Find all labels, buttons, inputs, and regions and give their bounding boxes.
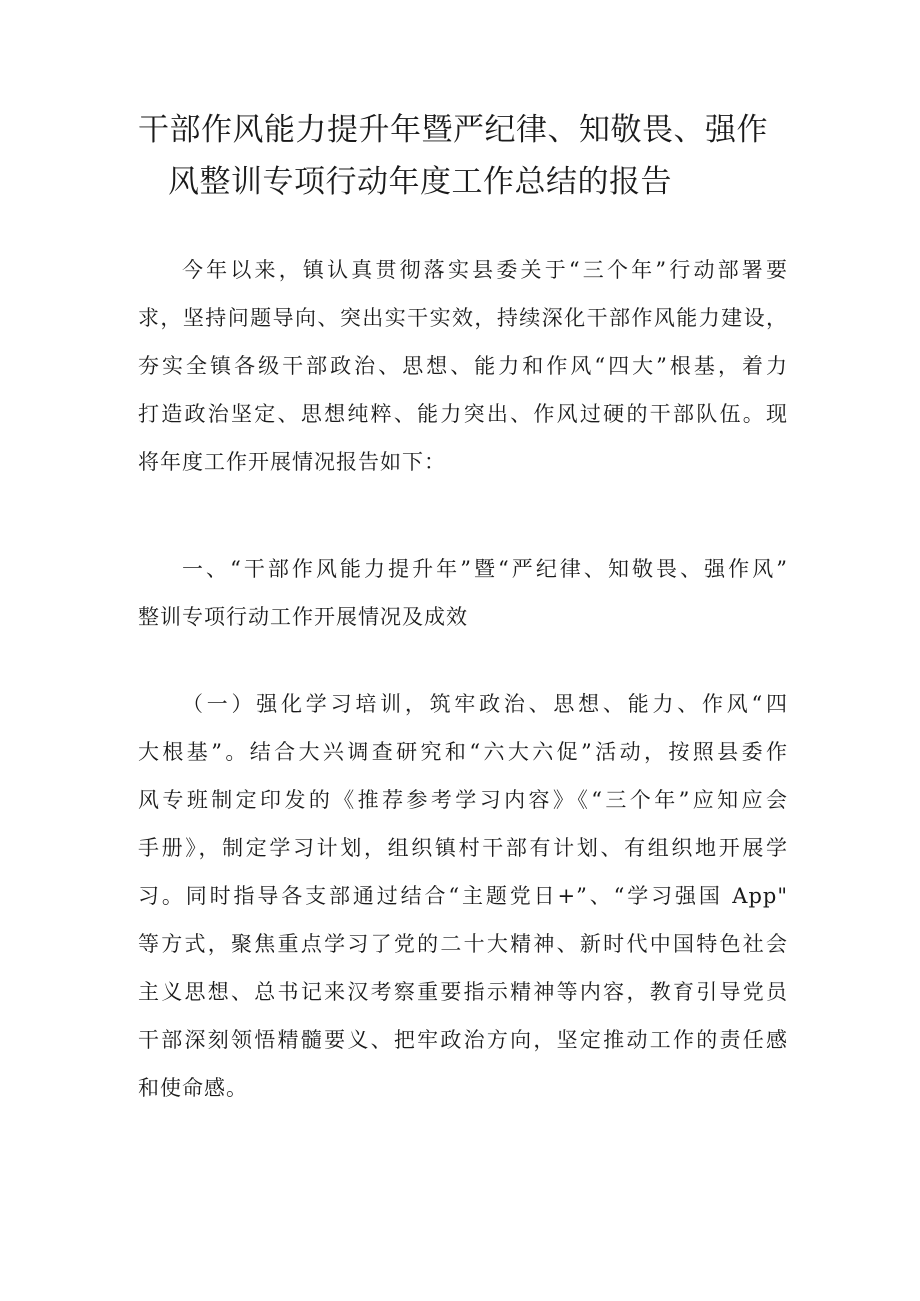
intro-line: 将年度工作开展情况报告如下： — [138, 450, 446, 474]
subsection-line: 手册》，制定学习计划，组织镇村干部有计划、有组织地开展学 — [138, 836, 788, 860]
section-heading-line: 整训专项行动工作开展情况及成效 — [138, 605, 468, 629]
document-title — [138, 104, 798, 208]
subsection-line: 干部深刻领悟精髓要义、把牢政治方向，坚定推动工作的责任感 — [138, 1028, 788, 1052]
subsection-line: 主义思想、总书记来汉考察重要指示精神等内容，教育引导党员 — [138, 980, 788, 1004]
intro-line: 今年以来，镇认真贯彻落实县委关于“三个年”行动部署要 — [182, 258, 788, 282]
subsection-line: （一）强化学习培训，筑牢政治、思想、能力、作风“四 — [182, 692, 788, 716]
section-heading-line: 一、“干部作风能力提升年”暨“严纪律、知敬畏、强作风” — [182, 557, 788, 581]
subsection-1-paragraph — [138, 680, 788, 1112]
subsection-line: 习。同时指导各支部通过结合“主题党日+”、“学习强国 App" — [138, 884, 788, 908]
title-line-1: 干部作风能力提升年暨严纪律、知敬畏、强作 — [138, 112, 768, 148]
intro-line: 夯实全镇各级干部政治、思想、能力和作风“四大”根基，着力 — [138, 354, 788, 378]
title-line-2: 风整训专项行动年度工作总结的报告 — [168, 164, 672, 200]
subsection-line: 和使命感。 — [138, 1076, 248, 1100]
intro-paragraph — [138, 246, 788, 486]
subsection-line: 等方式，聚焦重点学习了党的二十大精神、新时代中国特色社会 — [138, 932, 788, 956]
subsection-line: 风专班制定印发的《推荐参考学习内容》《“三个年”应知应会 — [138, 788, 788, 812]
intro-line: 打造政治坚定、思想纯粹、能力突出、作风过硬的干部队伍。现 — [138, 402, 788, 426]
section-1-heading — [138, 545, 788, 641]
intro-line: 求，坚持问题导向、突出实干实效，持续深化干部作风能力建设， — [138, 306, 788, 330]
subsection-line: 大根基”。结合大兴调查研究和“六大六促”活动，按照县委作 — [138, 740, 788, 764]
